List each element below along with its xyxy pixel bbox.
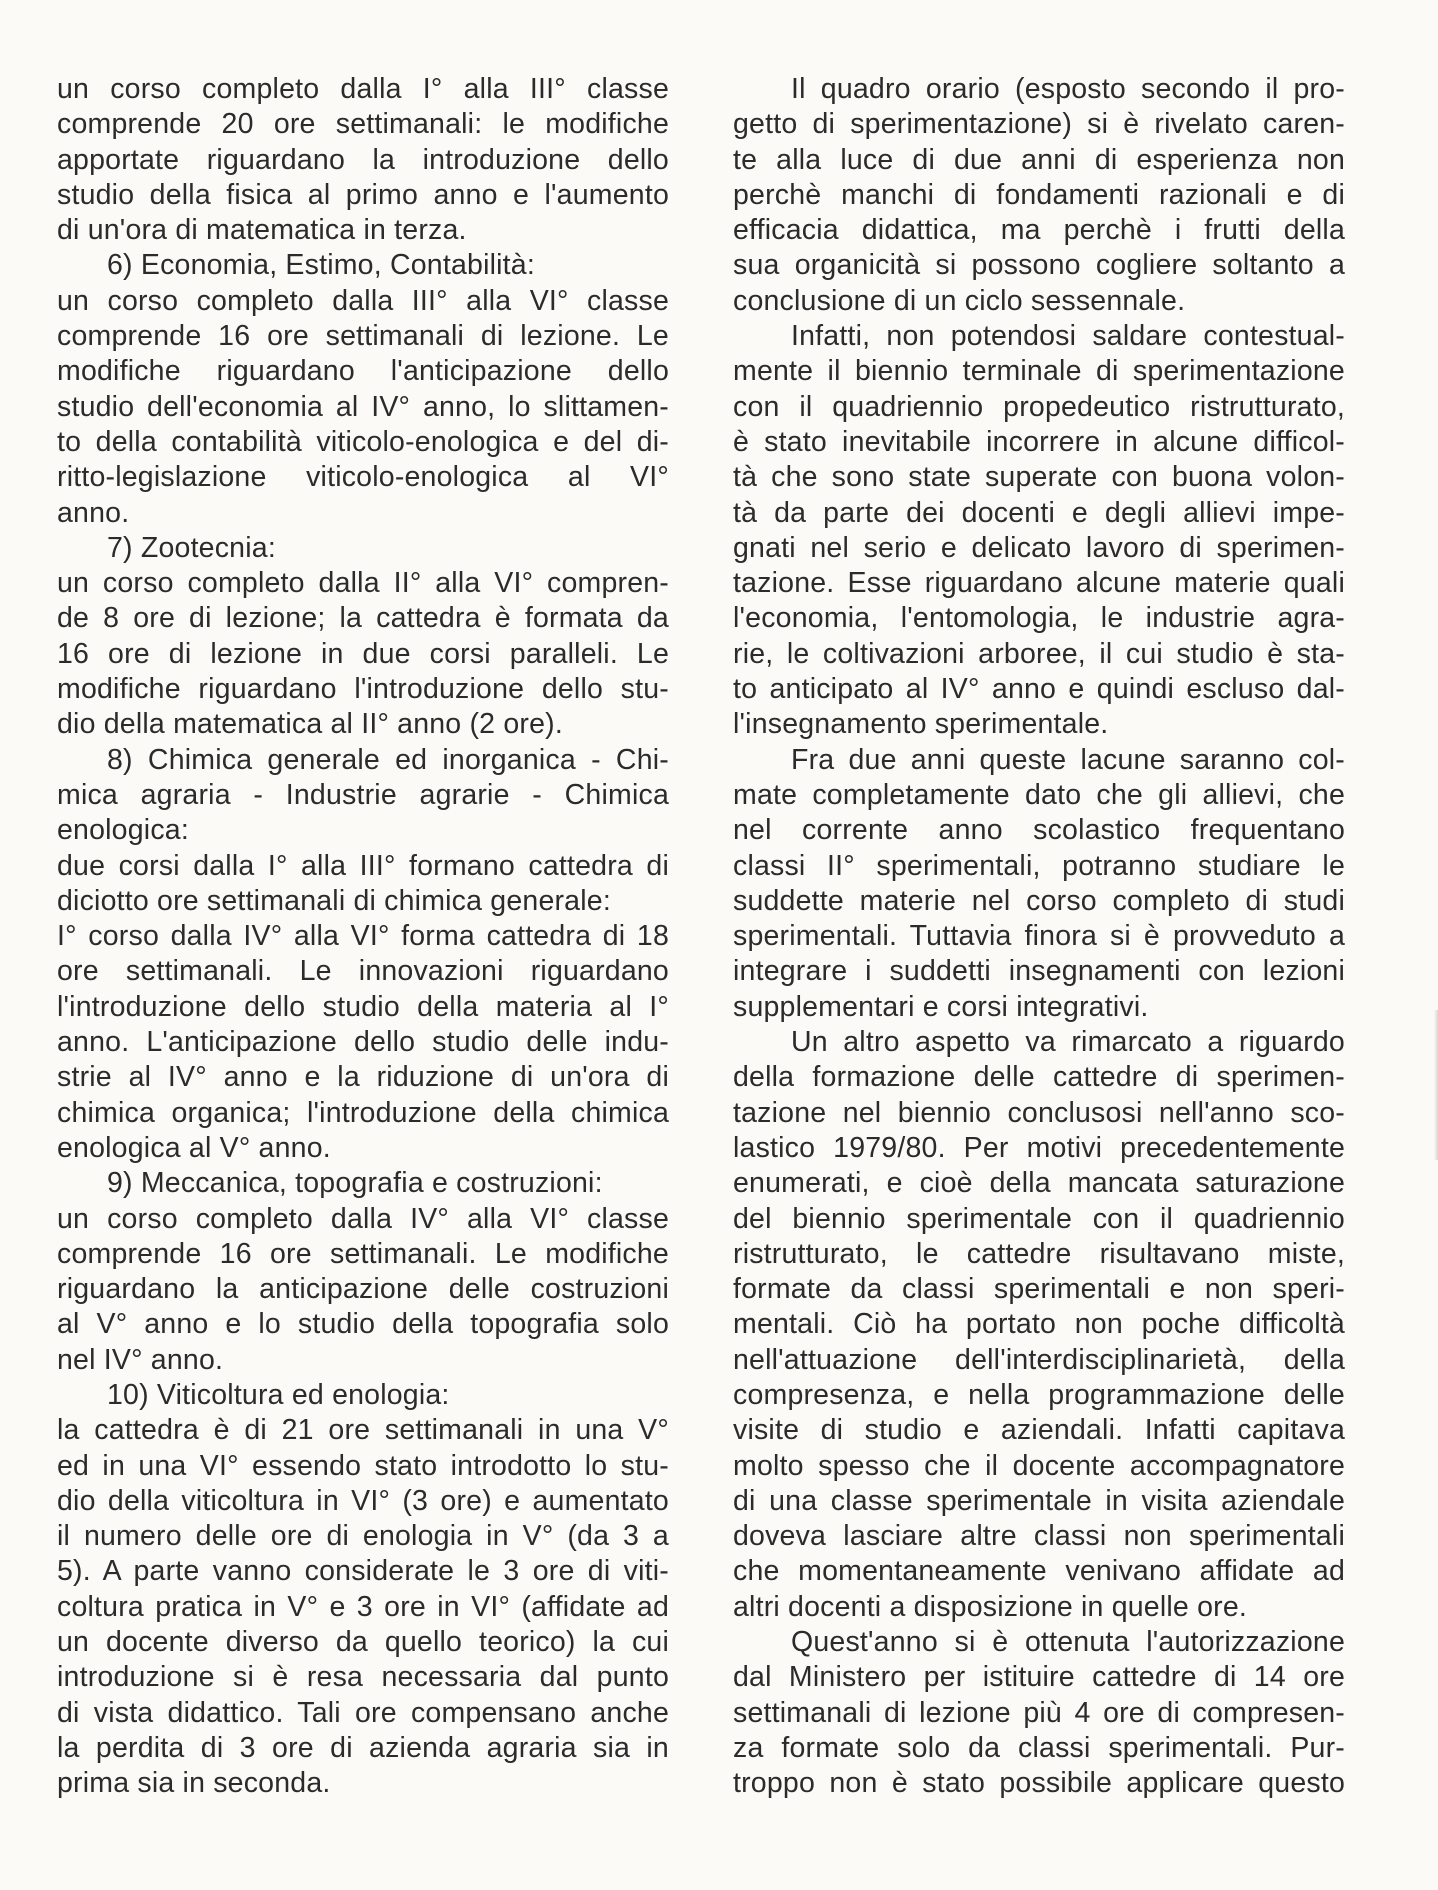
- text-line: classi II° sperimentali, potranno studiare le: [733, 849, 1345, 882]
- text-line: conclusione di un ciclo sessennale.: [733, 284, 1186, 317]
- text-line: ritto-legislazione viticolo-enologica al VI°: [57, 461, 669, 494]
- text-line: suddette materie nel corso completo di studi: [733, 884, 1345, 917]
- text-line: studio dell'economia al IV° anno, lo slittamen-: [57, 390, 669, 423]
- text-line: comprende 16 ore settimanali di lezione. Le: [57, 320, 669, 353]
- text-line: te alla luce di due anni di esperienza non: [733, 143, 1345, 176]
- text-line: settimanali di lezione più 4 ore di compresen-: [733, 1696, 1345, 1729]
- text-line: molto spesso che il docente accompagnatore: [733, 1449, 1345, 1482]
- text-line: prima sia in seconda.: [57, 1767, 331, 1800]
- text-line: 7) Zootecnia:: [107, 531, 276, 564]
- text-line: enologica:: [57, 814, 189, 847]
- text-line: nell'attuazione dell'interdisciplinarietà, della: [733, 1343, 1345, 1376]
- text-line: nel corrente anno scolastico frequentano: [733, 814, 1345, 847]
- text-line: Quest'anno si è ottenuta l'autorizzazione: [791, 1626, 1345, 1659]
- text-line: formate da classi sperimentali e non speri-: [733, 1273, 1345, 1306]
- text-line: Il quadro orario (esposto secondo il pro-: [791, 73, 1345, 105]
- text-line: comprende 16 ore settimanali. Le modifiche: [57, 1237, 669, 1270]
- text-line: rie, le coltivazioni arboree, il cui studio è sta-: [733, 637, 1345, 670]
- text-line: con il quadriennio propedeutico ristrutturato,: [733, 390, 1345, 423]
- text-line: è stato inevitabile incorrere in alcune difficol-: [733, 425, 1345, 458]
- text-line: de 8 ore di lezione; la cattedra è formata da: [57, 602, 669, 635]
- text-line: di una classe sperimentale in visita aziendale: [733, 1484, 1345, 1517]
- text-line: 10) Viticoltura ed enologia:: [107, 1378, 450, 1411]
- text-line: il numero delle ore di enologia in V° (da 3 a: [57, 1520, 669, 1553]
- text-line: mica agraria - Industrie agrarie - Chimica: [57, 778, 669, 811]
- text-line: troppo non è stato possibile applicare questo: [733, 1767, 1345, 1800]
- text-line: gnati nel serio e delicato lavoro di sperimen-: [733, 531, 1345, 564]
- text-line: I° corso dalla IV° alla VI° forma cattedra di 18: [57, 920, 669, 953]
- right-text-column: [733, 72, 1345, 1802]
- left-text-column: [57, 72, 669, 1802]
- text-line: sperimentali. Tuttavia finora si è provveduto a: [733, 920, 1345, 953]
- text-line: del biennio sperimentale con il quadriennio: [733, 1202, 1345, 1235]
- text-line: Infatti, non potendosi saldare contestual-: [791, 320, 1345, 353]
- text-line: tazione nel biennio conclusosi nell'anno sco-: [733, 1096, 1345, 1129]
- text-line: 8) Chimica generale ed inorganica - Chi-: [107, 743, 669, 776]
- text-line: doveva lasciare altre classi non sperimentali: [733, 1520, 1345, 1553]
- text-line: chimica organica; l'introduzione della chimica: [57, 1096, 669, 1129]
- text-line: dio della matematica al II° anno (2 ore).: [57, 708, 563, 741]
- text-line: la perdita di 3 ore di azienda agraria sia in: [57, 1731, 669, 1764]
- text-line: ristrutturato, le cattedre risultavano miste,: [733, 1237, 1345, 1270]
- text-line: un corso completo dalla IV° alla VI° classe: [57, 1202, 669, 1235]
- text-line: riguardano la anticipazione delle costruzioni: [57, 1273, 669, 1306]
- text-line: anno. L'anticipazione dello studio delle indu-: [57, 1026, 669, 1059]
- text-line: getto di sperimentazione) si è rivelato caren-: [733, 108, 1345, 141]
- text-line: un corso completo dalla I° alla III° classe: [57, 73, 669, 105]
- text-line: tazione. Esse riguardano alcune materie quali: [733, 567, 1345, 600]
- text-line: di vista didattico. Tali ore compensano anche: [57, 1696, 669, 1729]
- text-line: diciotto ore settimanali di chimica generale:: [57, 884, 611, 917]
- text-line: l'introduzione dello studio della materia al I°: [57, 990, 669, 1023]
- text-line: l'economia, l'entomologia, le industrie agra-: [733, 602, 1345, 635]
- text-line: Fra due anni queste lacune saranno col-: [791, 743, 1345, 776]
- text-line: di un'ora di matematica in terza.: [57, 214, 467, 247]
- text-line: compresenza, e nella programmazione delle: [733, 1378, 1345, 1411]
- text-line: due corsi dalla I° alla III° formano cattedra di: [57, 849, 669, 882]
- text-line: dio della viticoltura in VI° (3 ore) e aumentato: [57, 1484, 669, 1517]
- text-line: l'insegnamento sperimentale.: [733, 708, 1109, 741]
- text-line: visite di studio e aziendali. Infatti capitava: [733, 1414, 1345, 1447]
- text-line: strie al IV° anno e la riduzione di un'ora di: [57, 1061, 669, 1094]
- text-line: coltura pratica in V° e 3 ore in VI° (affidate ad: [57, 1590, 669, 1623]
- text-line: 9) Meccanica, topografia e costruzioni:: [107, 1167, 603, 1200]
- text-line: 6) Economia, Estimo, Contabilità:: [107, 249, 535, 282]
- text-line: mentali. Ciò ha portato non poche difficoltà: [733, 1308, 1345, 1341]
- text-line: ed in una VI° essendo stato introdotto lo stu-: [57, 1449, 669, 1482]
- text-line: mente il biennio terminale di sperimentazione: [733, 355, 1345, 388]
- text-line: za formate solo da classi sperimentali. Pur-: [733, 1731, 1345, 1764]
- text-line: tà da parte dei docenti e degli allievi impe-: [733, 496, 1345, 529]
- text-line: un corso completo dalla II° alla VI° compren-: [57, 567, 669, 600]
- text-line: della formazione delle cattedre di sperimen-: [733, 1061, 1345, 1094]
- text-line: studio della fisica al primo anno e l'aumento: [57, 178, 669, 211]
- text-line: sua organicità si possono cogliere soltanto a: [733, 249, 1345, 282]
- text-line: un docente diverso da quello teorico) la cui: [57, 1626, 669, 1659]
- text-line: che momentaneamente venivano affidate ad: [733, 1555, 1345, 1588]
- text-line: modifiche riguardano l'introduzione dello stu-: [57, 673, 669, 706]
- text-line: efficacia didattica, ma perchè i frutti della: [733, 214, 1345, 247]
- text-line: altri docenti a disposizione in quelle ore.: [733, 1590, 1247, 1623]
- text-line: integrare i suddetti insegnamenti con lezioni: [733, 955, 1345, 988]
- text-line: al V° anno e lo studio della topografia solo: [57, 1308, 669, 1341]
- text-line: Un altro aspetto va rimarcato a riguardo: [791, 1026, 1345, 1059]
- text-line: la cattedra è di 21 ore settimanali in una V°: [57, 1414, 669, 1447]
- text-line: 16 ore di lezione in due corsi paralleli. Le: [57, 637, 669, 670]
- scan-edge-shadow: [1434, 1010, 1438, 1160]
- text-line: supplementari e corsi integrativi.: [733, 990, 1149, 1023]
- text-line: perchè manchi di fondamenti razionali e di: [733, 178, 1345, 211]
- text-line: un corso completo dalla III° alla VI° classe: [57, 284, 669, 317]
- text-line: to anticipato al IV° anno e quindi escluso dal-: [733, 673, 1345, 706]
- text-line: ore settimanali. Le innovazioni riguardano: [57, 955, 669, 988]
- text-line: enumerati, e cioè della mancata saturazione: [733, 1167, 1345, 1200]
- text-line: dal Ministero per istituire cattedre di 14 ore: [733, 1661, 1345, 1694]
- text-line: 5). A parte vanno considerate le 3 ore di viti-: [57, 1555, 669, 1588]
- text-line: anno.: [57, 496, 130, 529]
- text-line: nel IV° anno.: [57, 1343, 224, 1376]
- text-line: apportate riguardano la introduzione dello: [57, 143, 669, 176]
- text-line: lastico 1979/80. Per motivi precedentemente: [733, 1131, 1345, 1164]
- text-line: comprende 20 ore settimanali: le modifiche: [57, 108, 669, 141]
- text-line: tà che sono state superate con buona volon-: [733, 461, 1345, 494]
- text-line: mate completamente dato che gli allievi, che: [733, 778, 1345, 811]
- text-line: to della contabilità viticolo-enologica e del di-: [57, 425, 669, 458]
- text-line: introduzione si è resa necessaria dal punto: [57, 1661, 669, 1694]
- text-line: modifiche riguardano l'anticipazione dello: [57, 355, 669, 388]
- text-line: enologica al V° anno.: [57, 1131, 331, 1164]
